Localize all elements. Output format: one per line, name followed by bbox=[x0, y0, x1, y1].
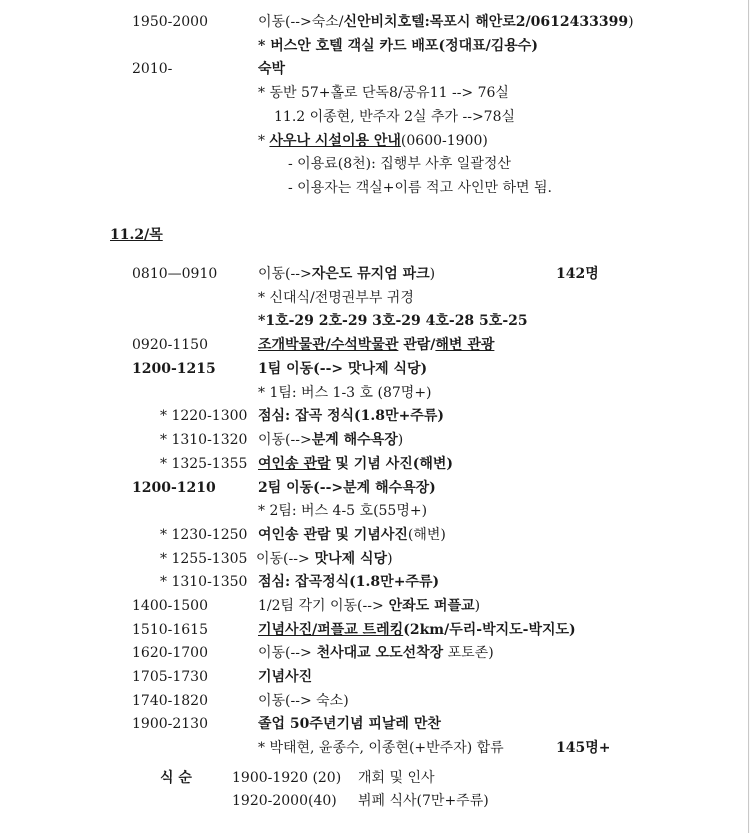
destination: 자은도 뮤지엄 파크 bbox=[311, 266, 430, 282]
schedule-entry bbox=[258, 12, 634, 32]
time-cell: * 1310-1320 bbox=[160, 432, 248, 448]
note: * 동반 57+홀로 단독8/공유11 --> 76실 bbox=[258, 85, 509, 101]
schedule-entry bbox=[258, 525, 446, 545]
time-cell: 1900-1920 (20) bbox=[232, 770, 342, 786]
note: 11.2 이종현, 반주자 2실 추가 -->78실 bbox=[274, 109, 516, 125]
schedule-entry: 기념사진 bbox=[258, 669, 313, 685]
schedule-entry bbox=[256, 549, 393, 569]
time-cell: 1200-1215 bbox=[132, 361, 216, 377]
time-cell: * 1255-1305 bbox=[160, 551, 248, 567]
schedule-entry: 이동(--> 숙소) bbox=[258, 693, 349, 709]
time-cell: 1950-2000 bbox=[132, 14, 208, 30]
museum: 조개박물관/수석박물관 bbox=[258, 337, 399, 353]
trekking: 기념사진/퍼플교 트레킹 bbox=[258, 622, 404, 638]
text: 관람/ bbox=[398, 337, 436, 353]
time-cell: 0920-1150 bbox=[132, 337, 208, 353]
time-cell: 1400-1500 bbox=[132, 598, 208, 614]
bus-allocation: *1호-29 2호-29 3호-29 4호-28 5호-25 bbox=[258, 313, 528, 329]
text: 이동(--> bbox=[258, 645, 312, 661]
schedule-entry bbox=[258, 596, 480, 616]
schedule-entry: 점심: 잡곡정식(1.8만+주류) bbox=[258, 574, 440, 590]
destination: 분계 해수욕장 bbox=[311, 432, 398, 448]
destination: 안좌도 퍼플교 bbox=[383, 598, 475, 614]
note: * 신대식/전명권부부 귀경 bbox=[258, 290, 414, 306]
text: ) bbox=[387, 551, 393, 567]
text: (0600-1900) bbox=[400, 133, 488, 149]
text: (해변) bbox=[407, 527, 446, 543]
date-header: 11.2/목 bbox=[110, 227, 163, 243]
note: * 2팀: 버스 4-5 호(55명+) bbox=[258, 503, 428, 519]
text: 및 기념 사진(해변) bbox=[330, 456, 454, 472]
note bbox=[258, 131, 488, 151]
time-cell: * 1230-1250 bbox=[160, 527, 248, 543]
note: - 이용자는 객실+이름 적고 사인만 하면 됨. bbox=[288, 180, 552, 196]
note: * 1팀: 버스 1-3 호 (87명+) bbox=[258, 385, 432, 401]
text: 이동(--> bbox=[258, 266, 312, 282]
text: (2km/두리-박지도-박지도) bbox=[403, 622, 576, 638]
schedule-entry bbox=[258, 454, 453, 474]
pine-tour: 여인송 관람 및 기념사진 bbox=[258, 527, 408, 543]
schedule-entry bbox=[258, 264, 435, 284]
time-cell: 1920-2000(40) bbox=[232, 793, 337, 809]
sauna-info: 사우나 시설이용 안내 bbox=[269, 133, 401, 149]
schedule-entry bbox=[258, 643, 494, 663]
time-cell: 1620-1700 bbox=[132, 645, 208, 661]
destination: 천사대교 오도선착장 bbox=[311, 645, 444, 661]
text: 이동(--> bbox=[258, 432, 312, 448]
time-cell: * 1310-1350 bbox=[160, 574, 248, 590]
text: 포토존) bbox=[443, 645, 494, 661]
time-cell: 1200-1210 bbox=[132, 480, 216, 496]
beach-tour: 해변 관광 bbox=[435, 337, 495, 353]
headcount: 145명+ bbox=[556, 740, 611, 756]
schedule-entry bbox=[258, 430, 403, 450]
schedule-entry bbox=[258, 620, 576, 640]
text: ) bbox=[429, 266, 436, 282]
schedule-entry: 점심: 잡곡 정식(1.8만+주류) bbox=[258, 408, 444, 424]
pine-tour: 여인송 관람 bbox=[258, 456, 331, 472]
text: 이동(-->숙소/ bbox=[258, 14, 344, 30]
time-cell: 2010- bbox=[132, 61, 173, 77]
program-item: 뷔페 식사(7만+주류) bbox=[358, 793, 489, 809]
time-cell: * 1220-1300 bbox=[160, 408, 248, 424]
note: * 버스안 호텔 객실 카드 배포(정대표/김용수) bbox=[258, 38, 538, 54]
program-item: 개회 및 인사 bbox=[358, 770, 435, 786]
order-label: 식 순 bbox=[160, 770, 192, 786]
time-cell: * 1325-1355 bbox=[160, 456, 248, 472]
text: 이동(--> bbox=[256, 551, 310, 567]
text: ) bbox=[474, 598, 481, 614]
headcount: 142명 bbox=[556, 266, 599, 282]
text: * bbox=[258, 133, 270, 149]
time-cell: 0810—0910 bbox=[132, 266, 218, 282]
schedule-entry: 졸업 50주년기념 피날레 만찬 bbox=[258, 716, 441, 732]
text: 1/2팀 각기 이동(--> bbox=[258, 598, 384, 614]
text: ) bbox=[397, 432, 404, 448]
schedule-entry: 숙박 bbox=[258, 61, 286, 77]
time-cell: 1510-1615 bbox=[132, 622, 208, 638]
time-cell: 1705-1730 bbox=[132, 669, 208, 685]
hotel-info: 신안비치호텔:목포시 해안로2/0612433399 bbox=[343, 14, 629, 30]
time-cell: 1900-2130 bbox=[132, 716, 208, 732]
time-cell: 1740-1820 bbox=[132, 693, 208, 709]
schedule-entry: 2팀 이동(-->분계 해수욕장) bbox=[258, 480, 436, 496]
schedule-entry bbox=[258, 335, 494, 355]
restaurant: 맛나제 식당 bbox=[309, 551, 388, 567]
note: * 박태현, 윤종수, 이종현(+반주자) 합류 bbox=[258, 740, 504, 756]
note: - 이용료(8천): 집행부 사후 일괄정산 bbox=[288, 156, 511, 172]
text: ) bbox=[628, 14, 634, 30]
schedule-entry: 1팀 이동(--> 맛나제 식당) bbox=[258, 361, 428, 377]
